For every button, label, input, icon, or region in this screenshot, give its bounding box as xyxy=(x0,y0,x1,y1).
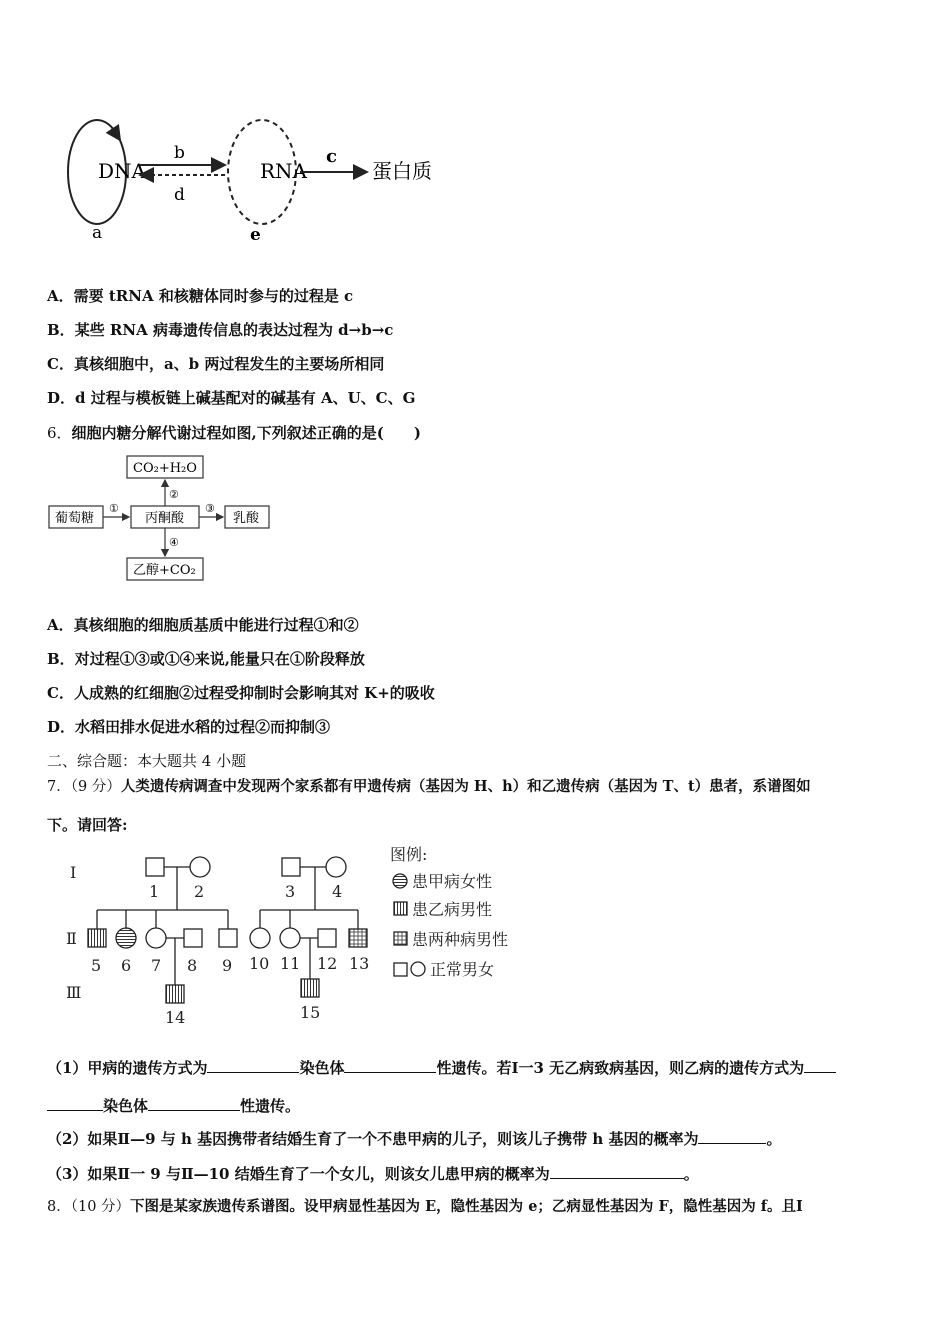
gen-ii-label: Ⅱ xyxy=(66,929,77,948)
label-d: d xyxy=(174,185,185,205)
label-b: b xyxy=(174,143,185,163)
lactate-label: 乳酸 xyxy=(233,511,260,526)
id-12: 12 xyxy=(317,954,338,973)
answer-blank[interactable] xyxy=(804,1058,836,1073)
id-7: 7 xyxy=(151,956,162,975)
label-c: c xyxy=(326,146,337,167)
legend-title: 图例: xyxy=(390,845,428,864)
legend-item-2: 患乙病男性 xyxy=(412,900,493,919)
answer-blank[interactable] xyxy=(344,1058,436,1073)
q7-sub1-line1: （1）甲病的遗传方式为 染色体 性遗传。若Ⅰ一3 无乙病致病基因，则乙病的遗传方式为 xyxy=(47,1058,836,1078)
id-14: 14 xyxy=(165,1008,186,1027)
step-2: ② xyxy=(169,488,179,501)
answer-blank[interactable] xyxy=(698,1129,766,1144)
step-1: ① xyxy=(109,502,119,515)
co2-h2o-label: CO₂+H₂O xyxy=(133,461,197,476)
q5-option-d: D．d 过程与模板链上碱基配对的碱基有 A、U、C、G xyxy=(47,389,416,407)
dna-label: DNA xyxy=(98,159,146,183)
q7-sub1-line2: 染色体 性遗传。 xyxy=(47,1096,300,1116)
answer-blank[interactable] xyxy=(207,1058,299,1073)
label-a: a xyxy=(92,223,103,243)
id-13: 13 xyxy=(349,954,370,973)
id-3: 3 xyxy=(285,882,296,901)
q6-option-c: C．人成熟的红细胞②过程受抑制时会影响其对 K+的吸收 xyxy=(47,684,435,702)
id-11: 11 xyxy=(280,954,301,973)
section-2-heading: 二、综合题：本大题共 4 小题 xyxy=(47,752,247,770)
id-10: 10 xyxy=(249,954,270,973)
id-15: 15 xyxy=(300,1003,321,1022)
pyruvate-label: 丙酮酸 xyxy=(145,511,185,526)
q7-sub3: （3）如果Ⅱ一 9 与Ⅱ—10 结婚生育了一个女儿，则该女儿患甲病的概率为 。 xyxy=(47,1165,699,1183)
q6-option-b: B．对过程①③或①④来说,能量只在①阶段释放 xyxy=(47,650,365,668)
q7-stem-line1: 7．（9 分）人类遗传病调查中发现两个家系都有甲遗传病（基因为 H、h）和乙遗传病（基因为 T、t）患者，系谱图如 xyxy=(47,778,811,795)
q6-option-d: D．水稻田排水促进水稻的过程②而抑制③ xyxy=(47,718,331,736)
gen-iii-label: Ⅲ xyxy=(66,983,82,1002)
ethanol-label: 乙醇+CO₂ xyxy=(133,563,196,578)
answer-blank[interactable] xyxy=(47,1096,103,1111)
answer-blank[interactable] xyxy=(148,1096,240,1111)
id-6: 6 xyxy=(121,956,132,975)
legend-item-3: 患两种病男性 xyxy=(412,930,509,949)
answer-blank[interactable] xyxy=(550,1164,684,1179)
central-dogma-figure xyxy=(60,110,460,250)
id-8: 8 xyxy=(187,956,198,975)
q7-stem-line2: 下。请回答: xyxy=(47,816,128,834)
q6-option-a: A．真核细胞的细胞质基质中能进行过程①和② xyxy=(47,616,359,634)
id-4: 4 xyxy=(332,882,343,901)
id-9: 9 xyxy=(222,956,233,975)
q5-option-b: B．某些 RNA 病毒遗传信息的表达过程为 d→b→c xyxy=(47,321,394,339)
rna-label: RNA xyxy=(260,159,308,183)
legend-item-1: 患甲病女性 xyxy=(412,872,493,891)
protein-label: 蛋白质 xyxy=(372,159,432,183)
q5-option-c: C．真核细胞中，a、b 两过程发生的主要场所相同 xyxy=(47,355,385,373)
legend-item-4: 正常男女 xyxy=(430,960,495,979)
q8-stem: 8．（10 分）下图是某家族遗传系谱图。设甲病显性基因为 E，隐性基因为 e；乙病显性基因为 F，隐性基因为 f。且Ⅰ xyxy=(47,1198,803,1215)
glucose-label: 葡萄糖 xyxy=(55,511,95,526)
id-2: 2 xyxy=(194,882,205,901)
step-3: ③ xyxy=(205,502,215,515)
label-e: e xyxy=(250,225,261,245)
pedigree-figure xyxy=(60,842,540,1027)
q5-option-a: A．需要 tRNA 和核糖体同时参与的过程是 c xyxy=(47,287,354,305)
gen-i-label: Ⅰ xyxy=(70,863,77,882)
step-4: ④ xyxy=(169,536,179,549)
id-1: 1 xyxy=(149,882,160,901)
q6-stem: 6．细胞内糖分解代谢过程如图,下列叙述正确的是( ) xyxy=(47,424,421,442)
id-5: 5 xyxy=(91,956,102,975)
glycolysis-diagram xyxy=(47,452,277,582)
q7-sub2: （2）如果Ⅱ—9 与 h 基因携带者结婚生育了一个不患甲病的儿子，则该儿子携带 h 基因的概率为 。 xyxy=(47,1130,782,1148)
